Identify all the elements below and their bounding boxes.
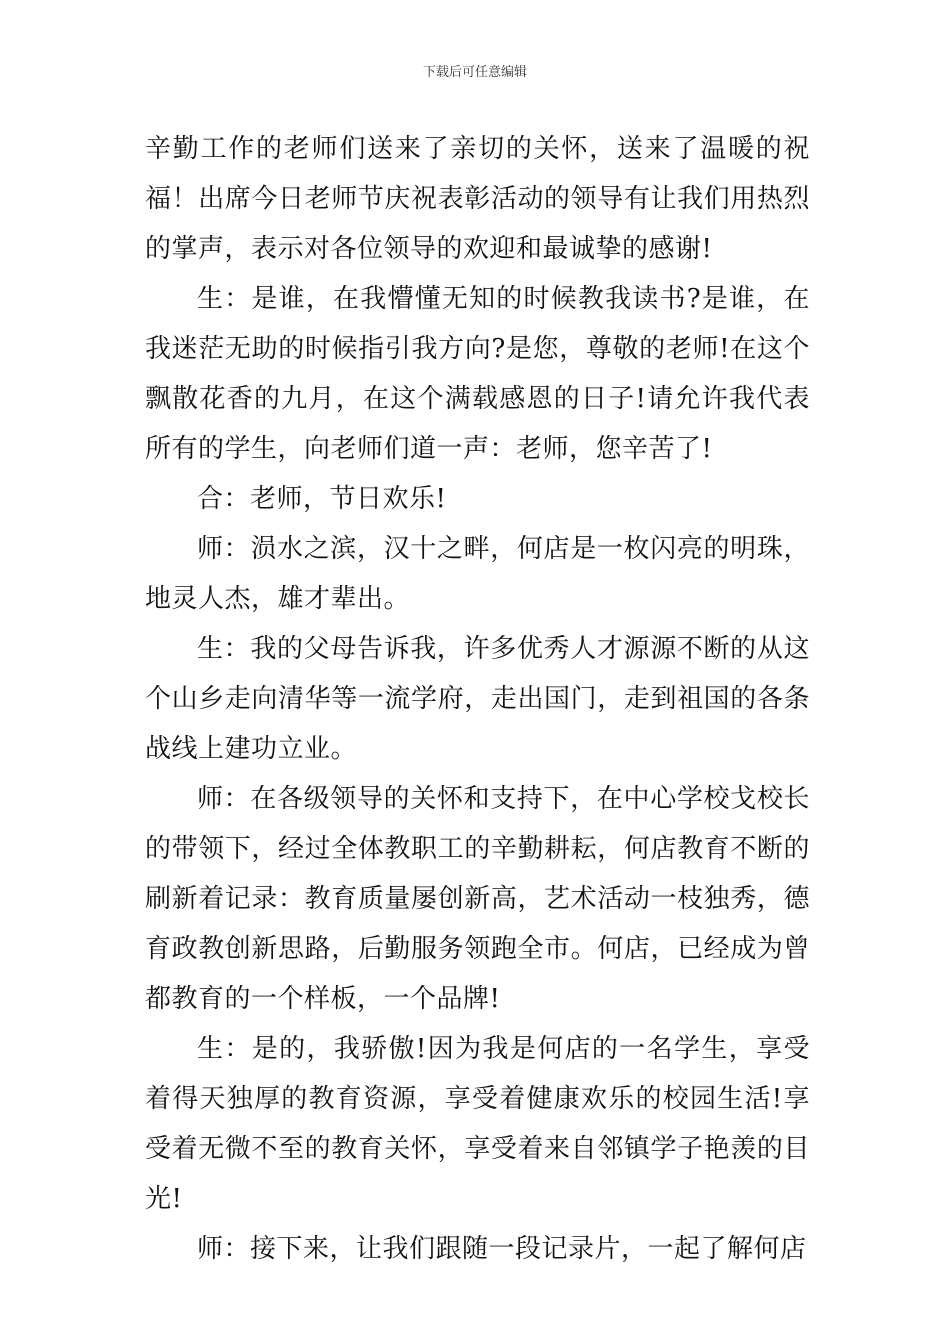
paragraph-teacher-documentary: 师：接下来，让我们跟随一段记录片，一起了解何店: [197, 1234, 807, 1264]
paragraph-teacher-pearl: 师：涢水之滨，汉十之畔，何店是一枚闪亮的明珠，地灵人杰，雄才辈出。: [145, 534, 810, 614]
document-body: [145, 124, 810, 1274]
paragraph-continuation: 辛勤工作的老师们送来了亲切的关怀，送来了温暖的祝福！出席今日老师节庆祝表彰活动的领导有让我们用热烈的掌声，表示对各位领导的欢迎和最诚挚的感谢!: [145, 134, 810, 264]
paragraph-together: 合：老师，节日欢乐!: [197, 484, 447, 514]
paragraph-teacher-records: 师：在各级领导的关怀和支持下，在中心学校戈校长的带领下，经过全体教职工的辛勤耕耘，何店教育不断的刷新着记录：教育质量屡创新高，艺术活动一枝独秀，德育政教创新思路，后勤服务领跑全市。何店，已经成为曾都教育的一个样板，一个品牌!: [145, 784, 810, 1014]
paragraph-student-proud: 生：是的，我骄傲!因为我是何店的一名学生，享受着得天独厚的教育资源，享受着健康欢乐的校园生活!享受着无微不至的教育关怀，享受着来自邻镇学子艳羡的目光!: [145, 1034, 810, 1214]
paragraph-student-who: 生：是谁，在我懵懂无知的时候教我读书?是谁，在我迷茫无助的时候指引我方向?是您，尊敬的老师!在这个飘散花香的九月，在这个满载感恩的日子!请允许我代表所有的学生，向老师们道一声：老师，您辛苦了!: [145, 284, 810, 464]
paragraph-student-parents: 生：我的父母告诉我，许多优秀人才源源不断的从这个山乡走向清华等一流学府，走出国门，走到祖国的各条战线上建功立业。: [145, 634, 810, 764]
page-header: 下载后可任意编辑: [422, 65, 527, 80]
